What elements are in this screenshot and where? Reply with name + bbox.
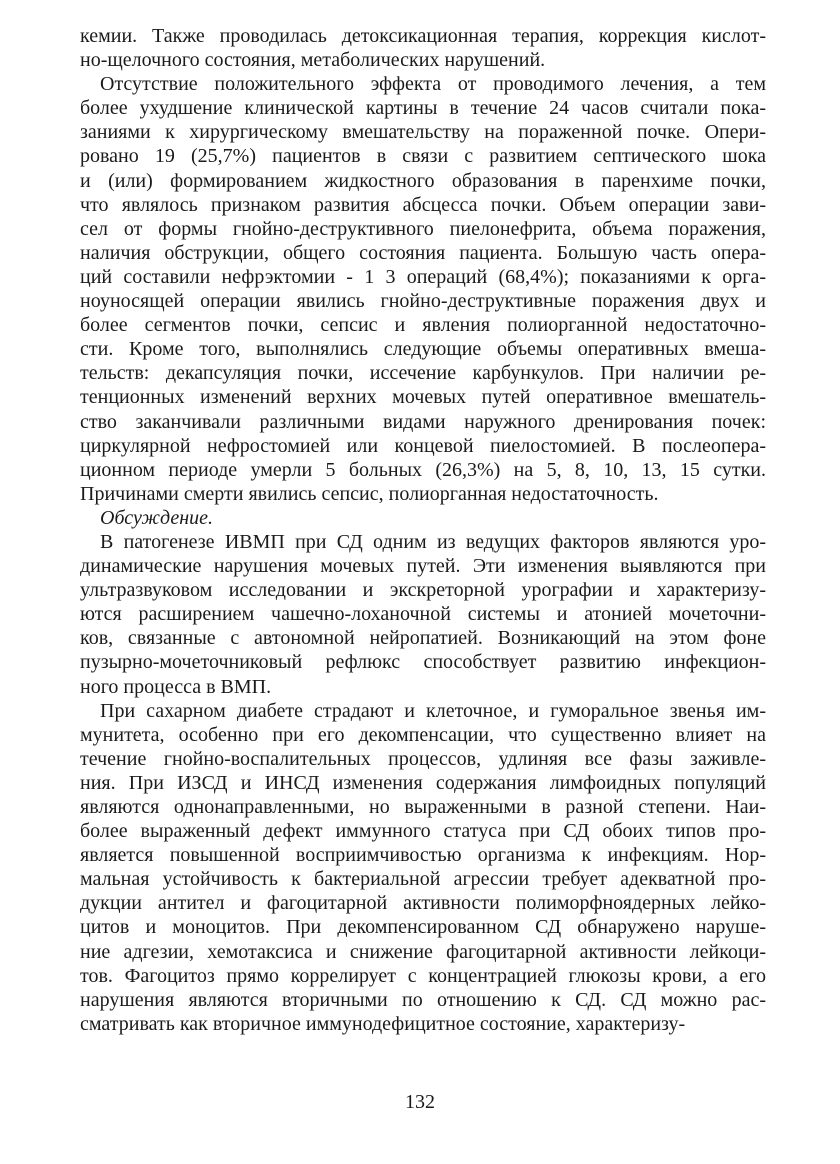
text-line: тельств: декапсуляция почки, иссечение карбункулов. При наличии ре- (80, 362, 766, 385)
section-heading (80, 506, 766, 530)
text-line: более ухудшение клинической картины в течение 24 часов считали пока- (80, 97, 766, 120)
text-line: ются расширением чашечно-лоханочной системы и атонией мочеточни- (80, 603, 766, 626)
text-line: цитов и моноцитов. При декомпенсированном СД обнаружено наруше- (80, 916, 766, 939)
text-line: более сегментов почки, сепсис и явления полиорганной недостаточно- (80, 314, 766, 337)
text-line: При сахарном диабете страдают и клеточное, и гуморальное звенья им- (100, 699, 766, 722)
text-line: ций составили нефрэктомии - 1 3 операций (68,4%); показаниями к орга- (80, 265, 766, 288)
text-line: сматривать как вторичное иммунодефицитное состояние, характеризу- (80, 1012, 686, 1035)
text-line: ровано 19 (25,7%) пациентов в связи с развитием септического шока (80, 145, 766, 168)
text-line: ков, связанные с автономной нейропатией. Возникающий на этом фоне (80, 627, 766, 650)
text-line: нарушения являются вторичными по отношению к СД. СД можно рас- (80, 988, 766, 1011)
text-line: ционном периоде умерли 5 больных (26,3%) на 5, 8, 10, 13, 15 сутки. (80, 458, 766, 481)
text-line: дукции антител и фагоцитарной активности полиморфноядерных лейко- (80, 892, 766, 915)
paragraph (80, 24, 766, 72)
paragraph (80, 699, 766, 1036)
text-line: наличия обструкции, общего состояния пациента. Большую часть опера- (80, 241, 766, 264)
text-line: сел от формы гнойно-деструктивного пиелонефрита, объема поражения, (80, 217, 766, 240)
text-line: тов. Фагоцитоз прямо коррелирует с концентрацией глюкозы крови, а его (80, 964, 766, 987)
text-line: сти. Кроме того, выполнялись следующие объемы оперативных вмеша- (80, 338, 766, 361)
text-line: являются однонаправленными, но выраженными в разной степени. Наи- (80, 796, 766, 818)
text-line: мунитета, особенно при его декомпенсации, что существенно влияет на (80, 723, 766, 746)
text-line: ноуносящей операции явились гнойно-деструктивные поражения двух и (80, 290, 766, 313)
text-line: мальная устойчивость к бактериальной агрессии требует адекватной про- (80, 868, 766, 891)
text-line: ультразвуковом исследовании и экскреторной урографии и характеризу- (80, 579, 766, 602)
text-line: Отсутствие положительного эффекта от проводимого лечения, а тем (100, 73, 766, 96)
text-line: является повышенной восприимчивостью организма к инфекциям. Нор- (80, 844, 766, 867)
text-line: течение гнойно-воспалительных процессов, удлиняя все фазы заживле- (80, 747, 766, 770)
text-line: тенционных изменений верхних мочевых путей оперативное вмешатель- (80, 386, 766, 409)
text-line: заниями к хирургическому вмешательству на пораженной почке. Опери- (80, 121, 766, 144)
text-line: пузырно-мочеточниковый рефлюкс способствует развитию инфекцион- (80, 651, 766, 674)
paragraph (80, 72, 766, 506)
text-line: и (или) формированием жидкостного образования в паренхиме почки, (80, 169, 766, 192)
text-line: ние адгезии, хемотаксиса и снижение фагоцитарной активности лейкоци- (80, 940, 766, 963)
heading-text: Обсуждение. (100, 506, 213, 529)
page-body (80, 24, 766, 1036)
text-line: Причинами смерти явились сепсис, полиорганная недостаточность. (80, 482, 659, 505)
text-line: ния. При ИЗСД и ИНСД изменения содержания лимфоидных популяций (80, 771, 766, 794)
text-line: ного процесса в ВМП. (80, 675, 272, 698)
text-line: динамические нарушения мочевых путей. Эти изменения выявляются при (80, 555, 766, 578)
paragraph (80, 530, 766, 699)
text-line: более выраженный дефект иммунного статуса при СД обоих типов про- (80, 820, 766, 843)
text-line: В патогенезе ИВМП при СД одним из ведущих факторов являются уро- (100, 530, 766, 553)
text-line: циркулярной нефростомией или концевой пиелостомией. В послеопера- (80, 434, 766, 457)
text-line: что являлось признаком развития абсцесса почки. Объем операции зави- (80, 193, 766, 216)
text-line: но-щелочного состояния, метаболических нарушений. (80, 49, 546, 72)
text-line: ство заканчивали различными видами наружного дренирования почек: (80, 410, 766, 433)
page-number: 132 (405, 1091, 435, 1113)
text-line: кемии. Также проводилась детоксикационная терапия, коррекция кислот- (80, 25, 766, 47)
